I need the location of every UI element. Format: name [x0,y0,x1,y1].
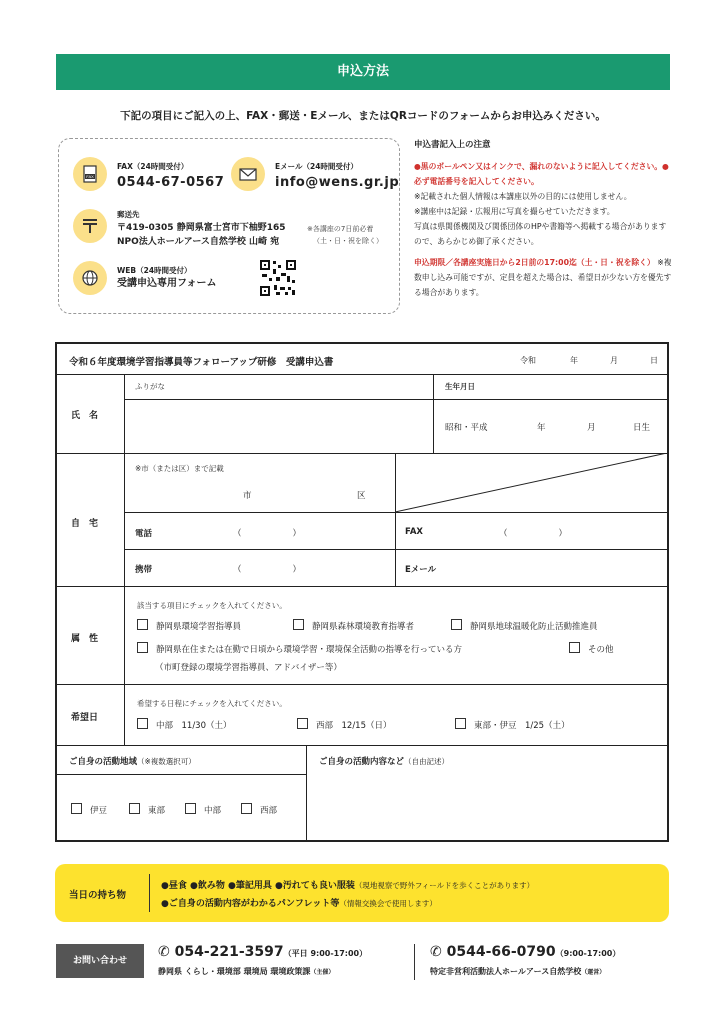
fax-icon [73,157,107,191]
fax-field-label: FAX [405,527,423,537]
post-recipient: NPO法人ホールアース自然学校 山崎 宛 [117,237,280,247]
attr-note: 該当する項目にチェックを入れてください。 [137,601,287,610]
form-title: 令和６年度環境学習指導員等フォローアップ研修 受講申込書 [69,357,334,368]
checkbox[interactable] [241,803,252,814]
email-address: info@wens.gr.jp [275,175,400,190]
phone-icon: ✆ [158,944,170,960]
checkbox[interactable] [185,803,196,814]
application-form [55,342,669,842]
email-label: Eメール（24時間受付） [275,162,358,171]
checkbox[interactable] [129,803,140,814]
region-label: ご自身の活動地域（※複数選択可） [69,757,196,767]
checkbox[interactable] [569,642,580,653]
wish-option-2[interactable]: 西部 12/15（日） [297,718,392,731]
attr-option-3[interactable]: 静岡県地球温暖化防止活動推進員 [451,619,598,632]
checkbox[interactable] [293,619,304,630]
email-icon [231,157,265,191]
deadline-block [414,255,672,300]
web-form-link[interactable]: 受講申込専用フォーム [117,278,217,289]
birth-month: 月 [587,423,596,433]
checkbox[interactable] [71,803,82,814]
notes-title: 申込書記入上の注意 [414,140,491,150]
attr-label: 属 性 [71,634,99,644]
name-input[interactable] [127,402,431,450]
birth-label: 生年月日 [445,382,475,391]
inquiry-label: お問い合わせ [56,944,144,978]
birth-year: 年 [537,423,546,433]
mobile-paren[interactable]: （ ） [233,565,302,575]
attr-option-1[interactable]: 静岡県環境学習指導員 [137,619,241,632]
email-field-label: Eメール [405,565,437,575]
web-icon [73,261,107,295]
attr-option-4[interactable]: 静岡県在住または在勤で日頃から環境学習・環境保全活動の指導を行っている方 [137,642,462,655]
web-label: WEB（24時間受付） [117,266,192,275]
birth-era[interactable]: 昭和・平成 [445,423,488,433]
deadline-text: 申込期限／各講座実施日から2日前の17:00迄（土・日・祝を除く） [414,258,655,267]
attr-option-other[interactable]: その他 [569,642,614,655]
inquiry-org-2: 特定非営利活動法人ホールアース自然学校（運営） [430,967,606,976]
deadline-note: ※複数申し込み可能ですが、定員を超えた場合は、希望日が少ない方を優先する場合があります。 [414,258,672,297]
city-note: ※市（または区）まで記載 [135,464,224,473]
region-east[interactable]: 東部 [129,803,165,816]
post-note-2: （土・日・祝を除く） [313,237,383,245]
content-textarea[interactable] [309,778,665,840]
postal-icon [73,209,107,243]
phone-label: 電話 [135,529,153,539]
belongings-line-1: ●昼食 ●飲み物 ●筆記用具 ●汚れても良い服装（現地視察で野外フィールドを歩くことがあります） [161,881,535,891]
content-label: ご自身の活動内容など（自由記述） [319,757,450,767]
notes-photo-use: 写真は県関係機関及び関係団体のHPや書籍等へ掲載する場合がありますので、あらかじめ御了承ください。 [414,222,667,246]
wish-option-1[interactable]: 中部 11/30（土） [137,718,232,731]
fax-number: 0544-67-0567 [117,175,225,190]
inquiry-tel-2[interactable]: ✆ 0544-66-0790（9:00-17:00） [430,944,621,960]
checkbox[interactable] [137,718,148,729]
wish-option-3[interactable]: 東部・伊豆 1/25（土） [455,718,570,731]
attr-option-2[interactable]: 静岡県森林環境教育指導者 [293,619,414,632]
inquiry-tel-1[interactable]: ✆ 054-221-3597（平日 9:00-17:00） [158,944,368,960]
checkbox[interactable] [137,619,148,630]
belongings-line-2: ●ご自身の活動内容がわかるパンフレット等（情報交換会で使用します） [161,899,437,909]
attr-sub-note: （市町登録の環境学習指導員、アドバイザー等） [155,663,342,673]
wish-note: 希望する日程にチェックを入れてください。 [137,699,287,708]
post-address: 〒419-0305 静岡県富士宮市下柚野165 [117,223,286,233]
date-year: 年 [570,356,578,365]
qr-code-icon[interactable] [259,259,297,297]
inquiry-org-1: 静岡県 くらし・環境部 環境局 環境政策課（主催） [158,967,335,976]
diagonal-line [395,453,667,512]
post-label: 郵送先 [117,210,140,219]
checkbox[interactable] [451,619,462,630]
date-month: 月 [610,356,618,365]
region-izu[interactable]: 伊豆 [71,803,107,816]
notes-photo: ※講座中は記録・広報用に写真を撮らせていただきます。 [414,207,615,216]
checkbox[interactable] [137,642,148,653]
city-label: 市 [243,491,252,501]
mobile-label: 携帯 [135,565,153,575]
contact-box [58,138,400,314]
intro-text: 下記の項目にご記入の上、FAX・郵送・Eメール、またはQRコードのフォームからお申込みください。 [120,110,606,122]
wish-label: 希望日 [71,713,99,723]
fax-label: FAX（24時間受付） [117,162,189,171]
checkbox[interactable] [297,718,308,729]
name-label: 氏 名 [71,411,99,421]
date-era: 令和 [520,356,536,365]
notes-panel [414,138,672,300]
section-header: 申込方法 [56,54,670,90]
ward-label: 区 [357,491,366,501]
home-label: 自 宅 [71,519,99,529]
belongings-label: 当日の持ち物 [69,890,127,901]
furigana-label: ふりがな [135,382,165,391]
fax-paren[interactable]: （ ） [499,529,568,539]
notes-privacy: ※記載された個人情報は本講座以外の目的には使用しません。 [414,192,632,201]
region-west[interactable]: 西部 [241,803,277,816]
fax-icon-text: FAX [86,174,94,179]
birth-day: 日生 [633,423,651,433]
post-note-1: ※各講座の7日前必着 [307,225,374,233]
date-day: 日 [650,356,658,365]
region-central[interactable]: 中部 [185,803,221,816]
phone-icon: ✆ [430,944,442,960]
phone-paren[interactable]: （ ） [233,529,302,539]
notes-red: ●黒のボールペン又はインクで、漏れのないように記入してください。●必ず電話番号を記入してください。 [414,162,669,186]
belongings-box [55,864,669,922]
checkbox[interactable] [455,718,466,729]
